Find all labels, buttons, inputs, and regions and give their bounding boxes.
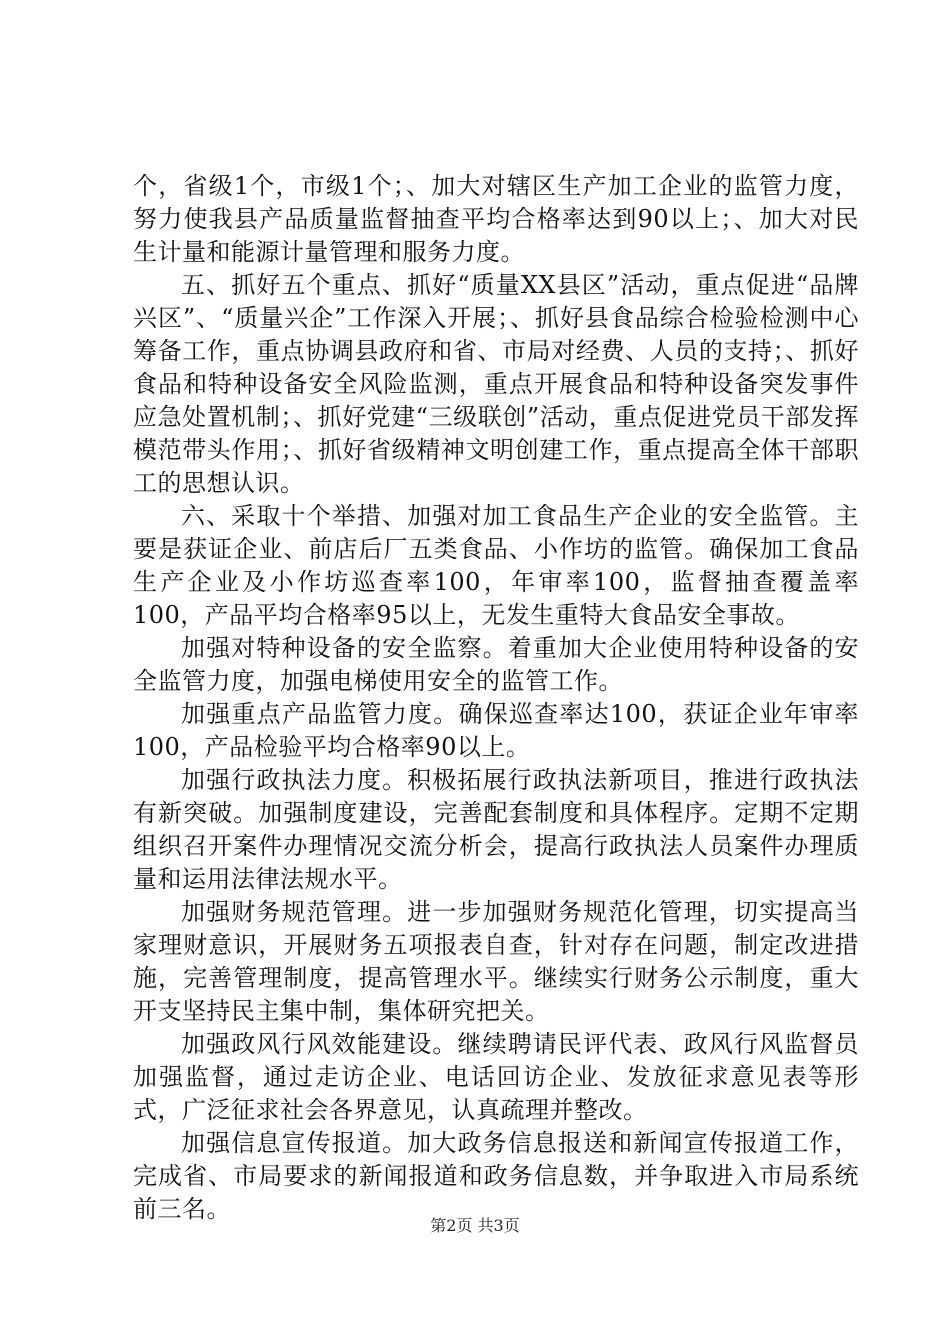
paragraph-6: 加强行政执法力度。积极拓展行政执法新项目，推进行政执法有新突破。加强制度建设，完善配套制度和具体程序。定期不定期组织召开案件办理情况交流分析会，提高行政执法人员案件办理质量和运用法律法规水平。 xyxy=(133,766,859,893)
paragraph-2: 五、抓好五个重点、抓好“质量XX县区”活动，重点促进“品牌兴区”、“质量兴企”工作深入开展；、抓好县食品综合检验检测中心筹备工作，重点协调县政府和省、市局对经费、人员的支持；、抓好食品和特种设备安全风险监测，重点开展食品和特种设备突发事件应急处置机制；、抓好党建“三级联创”活动，重点促进党员干部发挥模范带头作用；、抓好省级精神文明创建工作，重点提高全体干部职工的思想认识。 xyxy=(133,271,859,497)
paragraph-9: 加强信息宣传报道。加大政务信息报送和新闻宣传报道工作，完成省、市局要求的新闻报道和政务信息数，并争取进入市局系统前三名。 xyxy=(133,1129,859,1223)
page-number-footer: 第2页 共3页 xyxy=(430,1216,520,1235)
document-body xyxy=(133,170,859,1226)
paragraph-4: 加强对特种设备的安全监察。着重加大企业使用特种设备的安全监管力度，加强电梯使用安全的监管工作。 xyxy=(133,634,859,695)
paragraph-1: 个，省级1个，市级1个；、加大对辖区生产加工企业的监管力度，努力使我县产品质量监督抽查平均合格率达到90以上；、加大对民生计量和能源计量管理和服务力度。 xyxy=(133,172,859,266)
paragraph-8: 加强政风行风效能建设。继续聘请民评代表、政风行风监督员加强监督，通过走访企业、电话回访企业、发放征求意见表等形式，广泛征求社会各界意见，认真疏理并整改。 xyxy=(133,1030,859,1124)
paragraph-5: 加强重点产品监管力度。确保巡查率达100，获证企业年审率100，产品检验平均合格率90以上。 xyxy=(133,700,859,761)
paragraph-3: 六、采取十个举措、加强对加工食品生产企业的安全监管。主要是获证企业、前店后厂五类食品、小作坊的监管。确保加工食品生产企业及小作坊巡查率100，年审率100，监督抽查覆盖率100，产品平均合格率95以上，无发生重特大食品安全事故。 xyxy=(133,502,859,629)
paragraph-7: 加强财务规范管理。进一步加强财务规范化管理，切实提高当家理财意识，开展财务五项报表自查，针对存在问题，制定改进措施，完善管理制度，提高管理水平。继续实行财务公示制度，重大开支坚持民主集中制，集体研究把关。 xyxy=(133,898,859,1025)
